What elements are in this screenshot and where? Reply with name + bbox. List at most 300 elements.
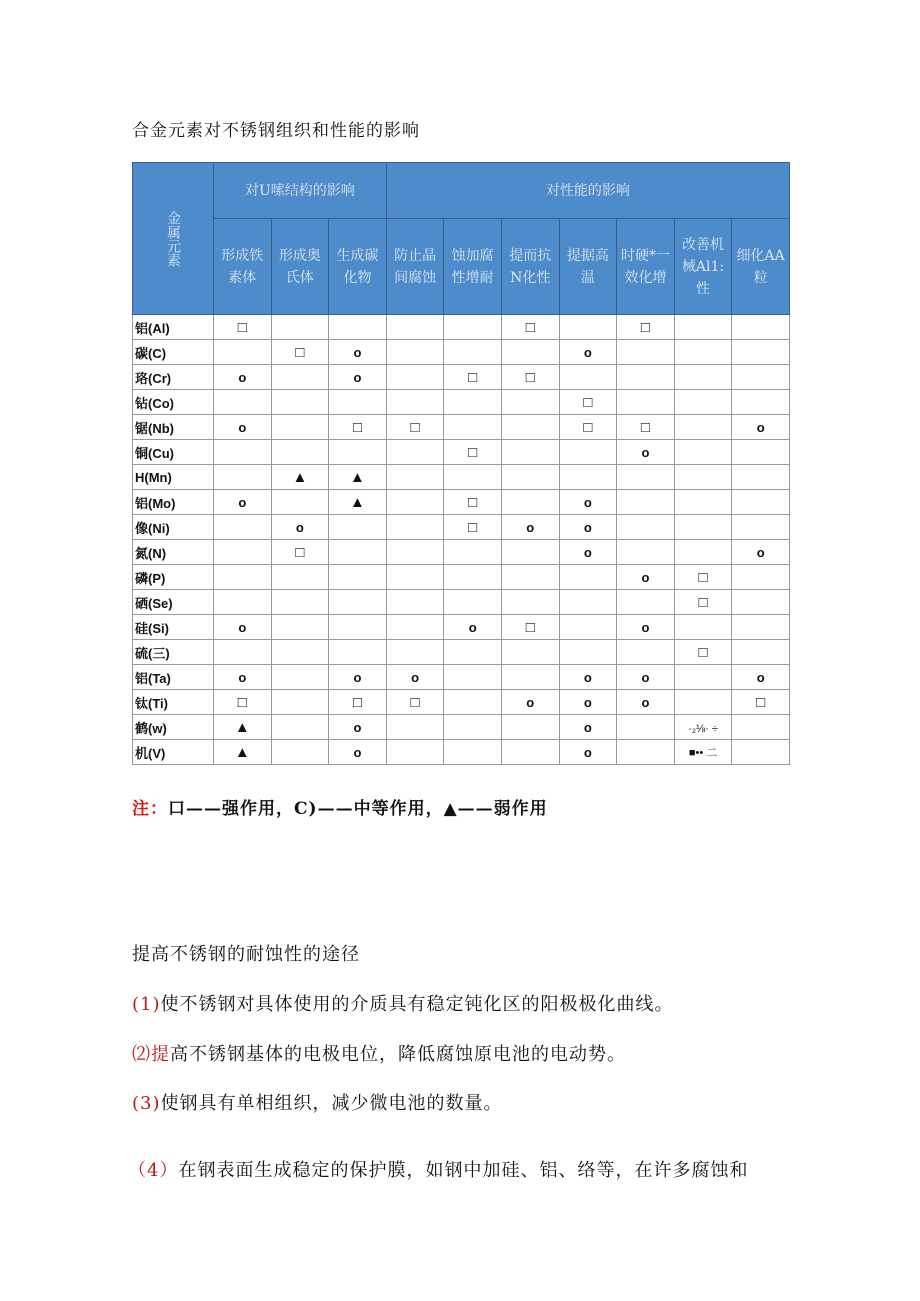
element-name: 钻(Co) bbox=[133, 390, 214, 415]
table-cell bbox=[674, 390, 732, 415]
table-cell bbox=[271, 565, 329, 590]
element-name: 机(V) bbox=[133, 740, 214, 765]
medium-effect-mark: o bbox=[641, 569, 650, 585]
strong-effect-mark: □ bbox=[468, 493, 478, 511]
table-cell bbox=[386, 615, 444, 640]
table-row bbox=[133, 690, 790, 715]
item-number: (1) bbox=[132, 994, 161, 1015]
element-name: 鹤(w) bbox=[133, 715, 214, 740]
element-name: 锯(Nb) bbox=[133, 415, 214, 440]
item-text: 在钢表面生成稳定的保护膜，如钢中加硅、铝、络等，在许多腐蚀和 bbox=[178, 1160, 749, 1181]
weak-effect-mark: ▲ bbox=[234, 743, 250, 761]
table-cell bbox=[501, 690, 559, 715]
medium-effect-mark: o bbox=[353, 669, 362, 685]
table-cell bbox=[271, 415, 329, 440]
medium-effect-mark: o bbox=[756, 419, 765, 435]
table-cell bbox=[329, 615, 387, 640]
table-cell bbox=[329, 640, 387, 665]
item-3 bbox=[132, 1089, 503, 1115]
table-cell bbox=[732, 715, 790, 740]
table-cell bbox=[732, 590, 790, 615]
table-cell bbox=[501, 590, 559, 615]
table-cell bbox=[617, 515, 675, 540]
table-cell bbox=[271, 440, 329, 465]
strong-effect-mark: □ bbox=[410, 418, 420, 436]
medium-effect-mark: o bbox=[468, 619, 477, 635]
table-cell bbox=[444, 640, 502, 665]
medium-effect-mark: o bbox=[295, 519, 304, 535]
table-cell bbox=[214, 565, 272, 590]
table-cell bbox=[214, 690, 272, 715]
table-cell bbox=[386, 315, 444, 340]
medium-effect-mark: o bbox=[526, 694, 535, 710]
column-header: 提据高温 bbox=[559, 219, 617, 315]
table-cell bbox=[329, 665, 387, 690]
strong-effect-mark: □ bbox=[352, 693, 363, 711]
strong-effect-mark: □ bbox=[583, 418, 593, 436]
table-cell bbox=[329, 415, 387, 440]
table-cell bbox=[501, 365, 559, 390]
table-cell bbox=[386, 640, 444, 665]
table-cell bbox=[674, 690, 732, 715]
element-name: 碳(C) bbox=[133, 340, 214, 365]
table-cell bbox=[329, 715, 387, 740]
medium-effect-mark: o bbox=[641, 444, 650, 460]
table-cell bbox=[214, 490, 272, 515]
strong-effect-mark: □ bbox=[295, 343, 305, 361]
medium-effect-mark: o bbox=[353, 344, 362, 360]
table-cell bbox=[214, 440, 272, 465]
table-cell bbox=[444, 415, 502, 440]
table-cell bbox=[559, 440, 617, 465]
table-cell bbox=[386, 390, 444, 415]
weak-effect-mark: ▲ bbox=[292, 468, 308, 486]
table-cell bbox=[559, 465, 617, 490]
table-cell bbox=[617, 565, 675, 590]
table-cell bbox=[214, 465, 272, 490]
garbled-mark: ·₂⅛· ÷ bbox=[688, 722, 718, 735]
column-header: 提而抗N化性 bbox=[501, 219, 559, 315]
table-row bbox=[133, 340, 790, 365]
table-cell bbox=[617, 390, 675, 415]
table-cell bbox=[214, 365, 272, 390]
item-4 bbox=[128, 1156, 748, 1182]
table-cell bbox=[271, 365, 329, 390]
table-cell bbox=[674, 515, 732, 540]
element-name: 硒(Se) bbox=[133, 590, 214, 615]
element-name: 氮(N) bbox=[133, 540, 214, 565]
table-cell bbox=[444, 665, 502, 690]
table-row bbox=[133, 615, 790, 640]
table-row bbox=[133, 390, 790, 415]
table-row bbox=[133, 365, 790, 390]
section-title: 提高不锈钢的耐蚀性的途径 bbox=[132, 944, 360, 965]
table-cell bbox=[732, 615, 790, 640]
table-cell bbox=[386, 465, 444, 490]
table-cell bbox=[732, 515, 790, 540]
table-cell bbox=[444, 390, 502, 415]
table-cell bbox=[674, 615, 732, 640]
strong-effect-mark: □ bbox=[756, 693, 766, 711]
table-cell bbox=[444, 340, 502, 365]
strong-effect-mark: □ bbox=[237, 693, 247, 711]
medium-effect-mark: o bbox=[411, 669, 420, 685]
table-cell bbox=[214, 715, 272, 740]
column-header: 细化AA粒 bbox=[732, 219, 790, 315]
table-cell bbox=[501, 540, 559, 565]
table-cell bbox=[501, 390, 559, 415]
table-cell bbox=[386, 515, 444, 540]
table-cell bbox=[501, 465, 559, 490]
medium-effect-mark: o bbox=[238, 494, 247, 510]
table-cell bbox=[271, 490, 329, 515]
table-cell bbox=[559, 365, 617, 390]
element-name: 铝(Mo) bbox=[133, 490, 214, 515]
medium-effect-mark: o bbox=[641, 619, 650, 635]
table-cell bbox=[444, 465, 502, 490]
table-cell bbox=[674, 490, 732, 515]
table-cell bbox=[329, 440, 387, 465]
table-cell bbox=[386, 690, 444, 715]
table-cell bbox=[386, 590, 444, 615]
item-2 bbox=[132, 1040, 626, 1066]
element-name: 硫(三) bbox=[133, 640, 214, 665]
table-cell bbox=[674, 565, 732, 590]
table-cell bbox=[386, 365, 444, 390]
table-cell bbox=[214, 590, 272, 615]
header-structure-group: 对U嗦结构的影响 bbox=[214, 163, 387, 219]
header-element: 金属元素 bbox=[133, 163, 214, 315]
strong-effect-mark: □ bbox=[525, 318, 535, 336]
table-cell bbox=[501, 440, 559, 465]
strong-effect-mark: □ bbox=[468, 518, 478, 536]
table-cell bbox=[214, 340, 272, 365]
table-cell bbox=[271, 715, 329, 740]
table-cell bbox=[329, 315, 387, 340]
strong-effect-mark: □ bbox=[525, 368, 535, 386]
column-header: 生成碳化物 bbox=[329, 219, 387, 315]
table-row bbox=[133, 415, 790, 440]
table-cell bbox=[386, 440, 444, 465]
table-cell bbox=[617, 715, 675, 740]
table-row bbox=[133, 715, 790, 740]
table-cell bbox=[617, 415, 675, 440]
medium-effect-mark: o bbox=[353, 719, 362, 735]
table-cell bbox=[501, 315, 559, 340]
table-cell bbox=[271, 540, 329, 565]
note-label: 注： bbox=[132, 799, 168, 819]
column-header: 防止晶间腐蚀 bbox=[386, 219, 444, 315]
table-cell bbox=[501, 715, 559, 740]
table-cell bbox=[329, 365, 387, 390]
table-cell bbox=[732, 490, 790, 515]
strong-effect-mark: □ bbox=[468, 368, 478, 386]
medium-effect-mark: o bbox=[583, 719, 592, 735]
table-cell bbox=[329, 690, 387, 715]
element-name: 珞(Cr) bbox=[133, 365, 214, 390]
table-cell bbox=[329, 340, 387, 365]
alloy-effects-table bbox=[132, 162, 790, 765]
table-cell bbox=[271, 515, 329, 540]
table-cell bbox=[732, 565, 790, 590]
table-cell bbox=[329, 515, 387, 540]
table-cell bbox=[214, 515, 272, 540]
table-cell bbox=[732, 665, 790, 690]
table-cell bbox=[732, 390, 790, 415]
element-name: 铝(Ta) bbox=[133, 665, 214, 690]
item-text: 高不锈钢基体的电极电位，降低腐蚀原电池的电动势。 bbox=[170, 1044, 626, 1065]
medium-effect-mark: o bbox=[238, 619, 247, 635]
item-number: (3) bbox=[132, 1093, 161, 1114]
element-name: 硅(Si) bbox=[133, 615, 214, 640]
table-cell bbox=[444, 440, 502, 465]
table-cell bbox=[559, 340, 617, 365]
table-cell bbox=[214, 540, 272, 565]
table-cell bbox=[501, 515, 559, 540]
table-cell bbox=[271, 640, 329, 665]
table-cell bbox=[559, 515, 617, 540]
element-name: 磷(P) bbox=[133, 565, 214, 590]
medium-effect-mark: o bbox=[756, 669, 765, 685]
table-cell bbox=[674, 315, 732, 340]
strong-effect-mark: □ bbox=[352, 418, 363, 436]
table-cell bbox=[444, 690, 502, 715]
table-cell bbox=[674, 365, 732, 390]
medium-effect-mark: o bbox=[756, 544, 765, 560]
table-cell bbox=[617, 740, 675, 765]
medium-effect-mark: o bbox=[583, 344, 592, 360]
table-cell bbox=[732, 415, 790, 440]
table-cell bbox=[501, 615, 559, 640]
table-cell bbox=[617, 615, 675, 640]
table-cell bbox=[329, 465, 387, 490]
table-cell bbox=[617, 590, 675, 615]
strong-effect-mark: □ bbox=[698, 643, 708, 661]
table-cell bbox=[732, 640, 790, 665]
table-row bbox=[133, 590, 790, 615]
table-cell bbox=[674, 640, 732, 665]
medium-effect-mark: o bbox=[238, 419, 247, 435]
column-header: 时硬*一效化增 bbox=[617, 219, 675, 315]
table-cell bbox=[329, 540, 387, 565]
table-cell bbox=[732, 440, 790, 465]
table-cell bbox=[617, 640, 675, 665]
table-title: 合金元素对不锈钢组织和性能的影响 bbox=[132, 121, 420, 141]
element-name: H(Mn) bbox=[133, 465, 214, 490]
element-name: 铜(Cu) bbox=[133, 440, 214, 465]
table-cell bbox=[559, 615, 617, 640]
table-cell bbox=[501, 490, 559, 515]
table-cell bbox=[386, 490, 444, 515]
table-cell bbox=[444, 540, 502, 565]
table-cell bbox=[386, 565, 444, 590]
strong-effect-mark: □ bbox=[410, 693, 420, 711]
element-name: 像(Ni) bbox=[133, 515, 214, 540]
table-cell bbox=[674, 465, 732, 490]
table-cell bbox=[501, 565, 559, 590]
table-cell bbox=[617, 465, 675, 490]
item-number: （4） bbox=[128, 1160, 179, 1181]
table-cell bbox=[674, 665, 732, 690]
medium-effect-mark: o bbox=[238, 669, 247, 685]
table-cell bbox=[617, 315, 675, 340]
table-cell bbox=[444, 715, 502, 740]
table-cell bbox=[386, 340, 444, 365]
table-cell bbox=[214, 315, 272, 340]
table-cell bbox=[559, 715, 617, 740]
medium-effect-mark: o bbox=[641, 669, 650, 685]
garbled-mark: ■•• 二 bbox=[688, 747, 718, 759]
table-cell bbox=[214, 665, 272, 690]
table-cell bbox=[214, 640, 272, 665]
table-cell bbox=[444, 315, 502, 340]
table-cell bbox=[271, 690, 329, 715]
strong-effect-mark: □ bbox=[295, 543, 305, 561]
medium-effect-mark: o bbox=[583, 519, 592, 535]
table-cell bbox=[329, 490, 387, 515]
table-cell bbox=[559, 540, 617, 565]
table-cell bbox=[329, 740, 387, 765]
table-row bbox=[133, 740, 790, 765]
table-cell bbox=[559, 415, 617, 440]
table-row bbox=[133, 465, 790, 490]
strong-effect-mark: □ bbox=[640, 318, 650, 336]
table-row bbox=[133, 515, 790, 540]
table-cell bbox=[271, 390, 329, 415]
medium-effect-mark: o bbox=[583, 669, 592, 685]
table-row bbox=[133, 640, 790, 665]
table-cell bbox=[559, 640, 617, 665]
table-cell bbox=[559, 665, 617, 690]
table-cell bbox=[732, 315, 790, 340]
medium-effect-mark: o bbox=[353, 744, 362, 760]
table-cell bbox=[559, 315, 617, 340]
header-properties-group: 对性能的影响 bbox=[386, 163, 789, 219]
item-number: ⑵提 bbox=[132, 1044, 170, 1065]
table-cell bbox=[674, 440, 732, 465]
table-cell bbox=[674, 415, 732, 440]
medium-effect-mark: o bbox=[583, 744, 592, 760]
table-cell bbox=[674, 340, 732, 365]
table-cell bbox=[214, 415, 272, 440]
table-cell bbox=[732, 690, 790, 715]
table-row bbox=[133, 315, 790, 340]
table-cell bbox=[386, 540, 444, 565]
medium-effect-mark: o bbox=[583, 694, 592, 710]
item-text: 使不锈钢对具体使用的介质具有稳定钝化区的阳极极化曲线。 bbox=[160, 994, 674, 1015]
table-row bbox=[133, 540, 790, 565]
table-cell bbox=[444, 590, 502, 615]
table-row bbox=[133, 440, 790, 465]
medium-effect-mark: o bbox=[238, 369, 247, 385]
table-cell bbox=[732, 365, 790, 390]
table-cell bbox=[617, 440, 675, 465]
table-cell bbox=[386, 740, 444, 765]
column-header: 改善机械Al1:性 bbox=[674, 219, 732, 315]
strong-effect-mark: □ bbox=[583, 393, 593, 411]
legend-note bbox=[132, 794, 548, 819]
table-row bbox=[133, 490, 790, 515]
table-cell bbox=[271, 315, 329, 340]
table-cell bbox=[214, 740, 272, 765]
table-cell bbox=[732, 465, 790, 490]
strong-effect-mark: □ bbox=[237, 318, 247, 336]
note-text: 口——强作用，C)——中等作用，▲——弱作用 bbox=[168, 799, 548, 819]
table-cell bbox=[617, 540, 675, 565]
column-header: 蚀加腐性增耐 bbox=[444, 219, 502, 315]
table-cell bbox=[674, 540, 732, 565]
table-cell bbox=[559, 590, 617, 615]
table-cell bbox=[559, 690, 617, 715]
table-cell bbox=[386, 665, 444, 690]
table-cell bbox=[444, 515, 502, 540]
table-cell bbox=[501, 665, 559, 690]
table-cell bbox=[674, 590, 732, 615]
medium-effect-mark: o bbox=[583, 544, 592, 560]
item-1 bbox=[132, 990, 674, 1016]
column-header: 形成奥氏体 bbox=[271, 219, 329, 315]
table-cell bbox=[501, 640, 559, 665]
weak-effect-mark: ▲ bbox=[234, 718, 250, 736]
weak-effect-mark: ▲ bbox=[350, 493, 365, 511]
table-cell bbox=[617, 665, 675, 690]
table-cell bbox=[559, 740, 617, 765]
table-cell bbox=[501, 740, 559, 765]
strong-effect-mark: □ bbox=[698, 593, 708, 611]
table-cell bbox=[559, 390, 617, 415]
table-cell bbox=[271, 665, 329, 690]
table-cell bbox=[444, 490, 502, 515]
table-cell bbox=[329, 390, 387, 415]
element-name: 铝(Al) bbox=[133, 315, 214, 340]
strong-effect-mark: □ bbox=[698, 568, 708, 586]
table-row bbox=[133, 565, 790, 590]
medium-effect-mark: o bbox=[526, 519, 535, 535]
table-cell bbox=[732, 740, 790, 765]
table-cell bbox=[444, 615, 502, 640]
table-cell bbox=[674, 715, 732, 740]
table-cell bbox=[732, 340, 790, 365]
table-cell bbox=[617, 690, 675, 715]
table-cell bbox=[674, 740, 732, 765]
table-cell bbox=[271, 465, 329, 490]
table-cell bbox=[271, 590, 329, 615]
strong-effect-mark: □ bbox=[468, 443, 478, 461]
strong-effect-mark: □ bbox=[640, 418, 650, 436]
medium-effect-mark: o bbox=[353, 369, 362, 385]
table-cell bbox=[329, 590, 387, 615]
table-row bbox=[133, 665, 790, 690]
table-cell bbox=[329, 565, 387, 590]
table-cell bbox=[501, 415, 559, 440]
medium-effect-mark: o bbox=[583, 494, 592, 510]
table-cell bbox=[386, 715, 444, 740]
table-cell bbox=[444, 565, 502, 590]
table-cell bbox=[732, 540, 790, 565]
table-cell bbox=[271, 340, 329, 365]
table-cell bbox=[559, 565, 617, 590]
strong-effect-mark: □ bbox=[525, 618, 535, 636]
table-cell bbox=[617, 365, 675, 390]
table-cell bbox=[444, 365, 502, 390]
table-cell bbox=[271, 615, 329, 640]
item-text: 使钢具有单相组织，减少微电池的数量。 bbox=[160, 1093, 503, 1114]
table-cell bbox=[617, 340, 675, 365]
table-cell bbox=[386, 415, 444, 440]
table-cell bbox=[559, 490, 617, 515]
element-name: 钛(Ti) bbox=[133, 690, 214, 715]
weak-effect-mark: ▲ bbox=[350, 468, 365, 486]
